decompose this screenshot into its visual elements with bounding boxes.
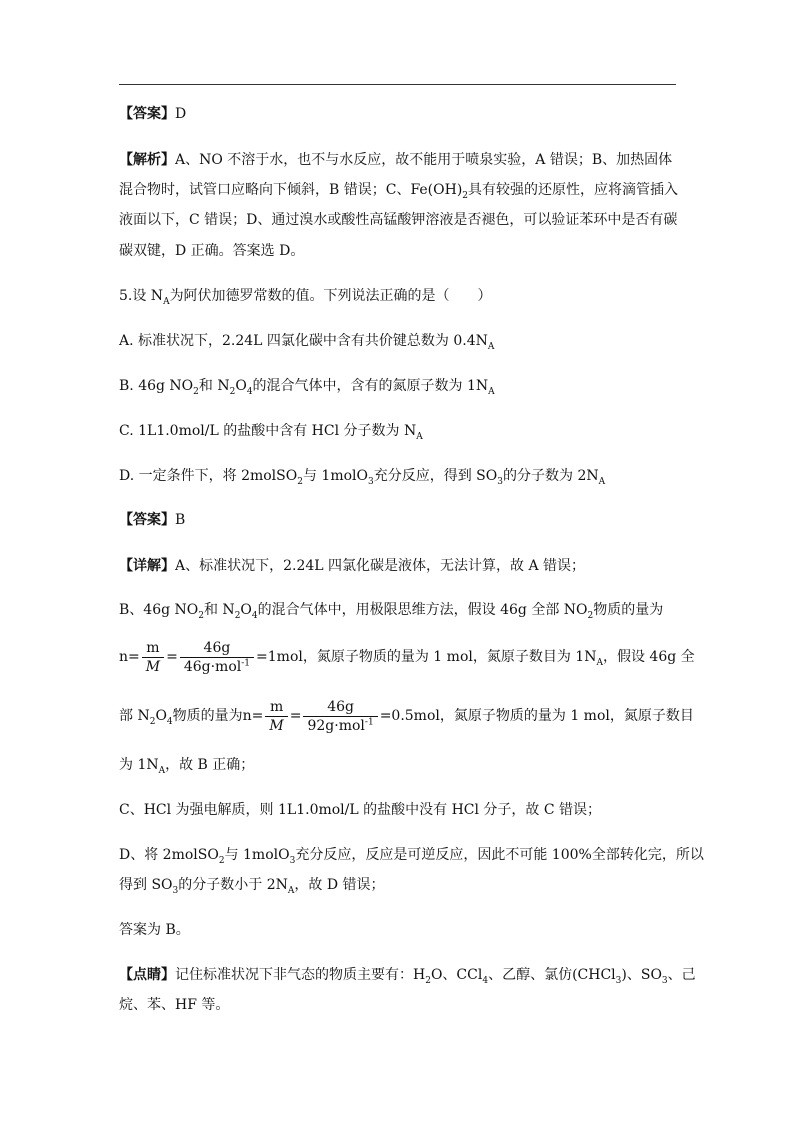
answer-value: D xyxy=(175,106,187,122)
detail-line-8: 得到 $SO_3$的分子数小于 $2N_A$，故 D 错误； xyxy=(119,877,385,896)
tip-line-2: 烷、苯、HF 等。 xyxy=(119,997,230,1013)
prev-answer-line xyxy=(119,104,186,124)
analysis-label: 【解析】 xyxy=(119,152,175,168)
fraction-m-over-M: $\frac{m}{M}$ xyxy=(142,639,164,676)
option-b: B. 46g $NO_2$和 $N_2O_4$的混合气体中，含有的氮原子数为 $1N_A$ xyxy=(119,378,495,397)
formula-line-2: 部 $N_2O_4$物质的量为n= $\frac{m}{M}$ = $\frac{46g}{92g\cdot mol^{-1}}$ =0.5mol，氮原子物质的量为 1 mol，氮原子数目 xyxy=(119,698,694,734)
fraction-46g: $\frac{46g}{92g\cdot mol^{-1}}$ xyxy=(303,698,377,735)
analysis-line-4: 碳双键，D 正确。答案选 D。 xyxy=(119,243,305,259)
header-rule xyxy=(119,84,676,85)
option-c: C. 1L1.0mol/L 的盐酸中含有 HCl 分子数为 $N_A$ xyxy=(119,423,423,442)
detail-line-5: 为 $1N_A$，故 B 正确； xyxy=(119,757,255,776)
answer-value: B xyxy=(175,512,186,528)
answer-label: 【答案】 xyxy=(119,106,175,122)
analysis-line-3: 液面以下，C 错误；D、通过溴水或酸性高锰酸钾溶液是否褪色，可以验证苯环中是否有碳 xyxy=(119,212,678,228)
option-a: A. 标准状况下，2.24L 四氯化碳中含有共价键总数为 $0.4N_A$ xyxy=(119,333,495,352)
detail-label: 【详解】 xyxy=(119,558,175,574)
detail-line-1: 【详解】A、标准状况下，2.24L 四氯化碳是液体，无法计算，故 A 错误； xyxy=(119,558,586,574)
question-stem: 5.设 $N_A$为阿伏加德罗常数的值。下列说法正确的是（ ） xyxy=(119,288,492,307)
tip-line-1: 【点睛】记住标准状况下非气态的物质主要有：$H_2O$、CCl$_4$、乙醇、氯仿(CHCl$_3$)、$SO_3$、己 xyxy=(119,967,696,986)
formula-line-1: n= $\frac{m}{M}$ = $\frac{46g}{46g\cdot mol^{-1}}$ =1mol，氮原子物质的量为 1 mol，氮原子数目为 $1N_A$，假设 46g 全 xyxy=(119,639,695,675)
detail-line-2: B、46g $NO_2$和 $N_2O_4$的混合气体中，用极限思维方法，假设 46g 全部 $NO_2$物质的量为 xyxy=(119,602,664,621)
option-d: D. 一定条件下，将 2molSO$_2$与 1molO$_3$充分反应，得到 $SO_3$的分子数为 $2N_A$ xyxy=(119,468,606,487)
tip-label: 【点睛】 xyxy=(119,967,175,983)
detail-line-7: D、将 2molSO$_2$与 1molO$_3$充分反应，反应是可逆反应，因此不可能 100%全部转化完，所以 xyxy=(119,847,704,866)
analysis-line-1: 【解析】A、NO 不溶于水，也不与水反应，故不能用于喷泉实验，A 错误；B、加热固体 xyxy=(119,152,673,168)
detail-line-6: C、HCl 为强电解质，则 1L1.0mol/L 的盐酸中没有 HCl 分子，故 C 错误； xyxy=(119,802,602,818)
detail-line-9: 答案为 B。 xyxy=(119,922,190,938)
answer-label: 【答案】 xyxy=(119,512,175,528)
fraction-46g: $\frac{46g}{46g\cdot mol^{-1}}$ xyxy=(180,639,254,676)
analysis-line-2: 混合物时，试管口应略向下倾斜，B 错误；C、$Fe(OH)_2$具有较强的还原性，应将滴管插入 xyxy=(119,182,679,201)
fraction-m-over-M: $\frac{m}{M}$ xyxy=(265,698,287,735)
answer-line xyxy=(119,510,185,530)
